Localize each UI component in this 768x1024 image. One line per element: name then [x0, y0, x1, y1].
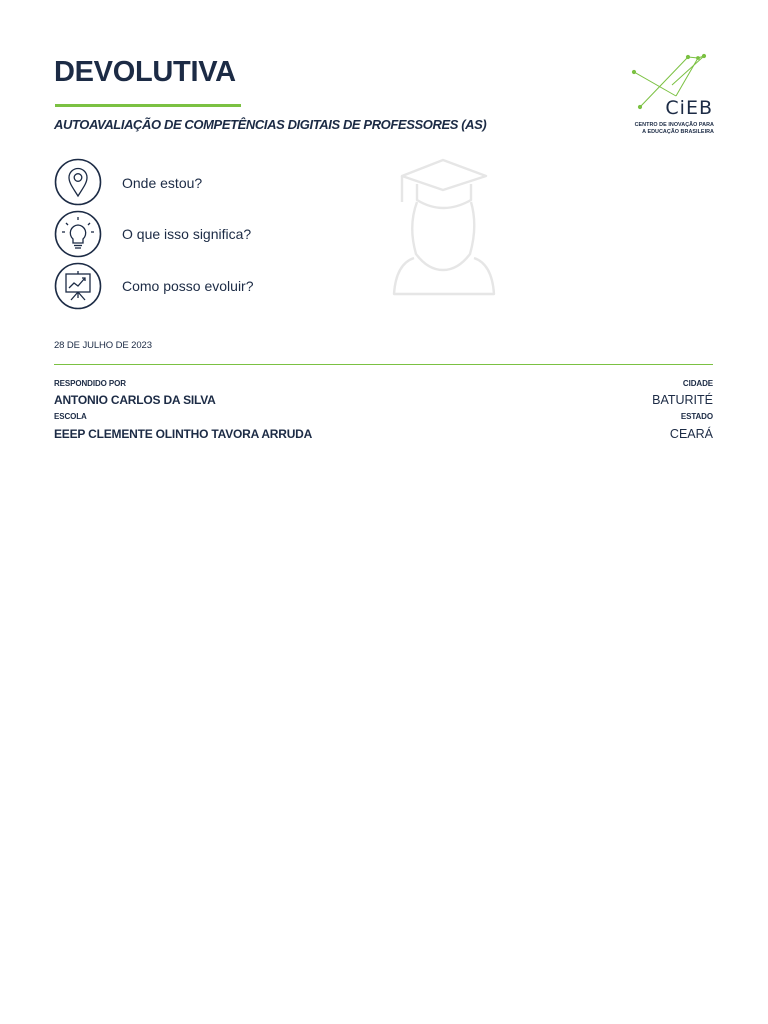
- escola-label: ESCOLA: [54, 412, 87, 421]
- item-label-onde-estou: Onde estou?: [122, 175, 203, 191]
- cieb-wordmark: CiEB: [665, 97, 713, 119]
- logo-caption-line1: CENTRO DE INOVAÇÃO PARA: [634, 122, 714, 128]
- location-pin-icon: [54, 158, 102, 206]
- title-underline: [55, 104, 241, 107]
- respondent-name: ANTONIO CARLOS DA SILVA: [54, 393, 216, 407]
- lightbulb-icon: [54, 210, 102, 258]
- logo-caption-line2: A EDUCAÇÃO BRASILEIRA: [642, 128, 714, 135]
- city-value: BATURITÉ: [652, 393, 713, 407]
- cidade-label: CIDADE: [682, 379, 713, 388]
- respondido-por-label: RESPONDIDO POR: [54, 379, 126, 388]
- page-title: DEVOLUTIVA: [54, 56, 236, 88]
- report-date: 28 DE JULHO DE 2023: [54, 340, 152, 351]
- school-name: EEEP CLEMENTE OLINTHO TAVORA ARRUDA: [54, 427, 313, 441]
- state-value: CEARÁ: [669, 427, 713, 441]
- estado-label: ESTADO: [680, 412, 713, 421]
- graduate-avatar-illustration: [386, 156, 500, 298]
- logo-caption: [618, 122, 714, 135]
- item-label-como-posso-evoluir: Como posso evoluir?: [122, 278, 254, 294]
- item-label-o-que-isso-significa: O que isso significa?: [122, 226, 252, 242]
- presentation-chart-icon: [54, 262, 102, 310]
- page-subtitle: AUTOAVALIAÇÃO DE COMPETÊNCIAS DIGITAIS DE PROFESSORES (AS): [54, 117, 487, 132]
- section-divider: [54, 364, 713, 365]
